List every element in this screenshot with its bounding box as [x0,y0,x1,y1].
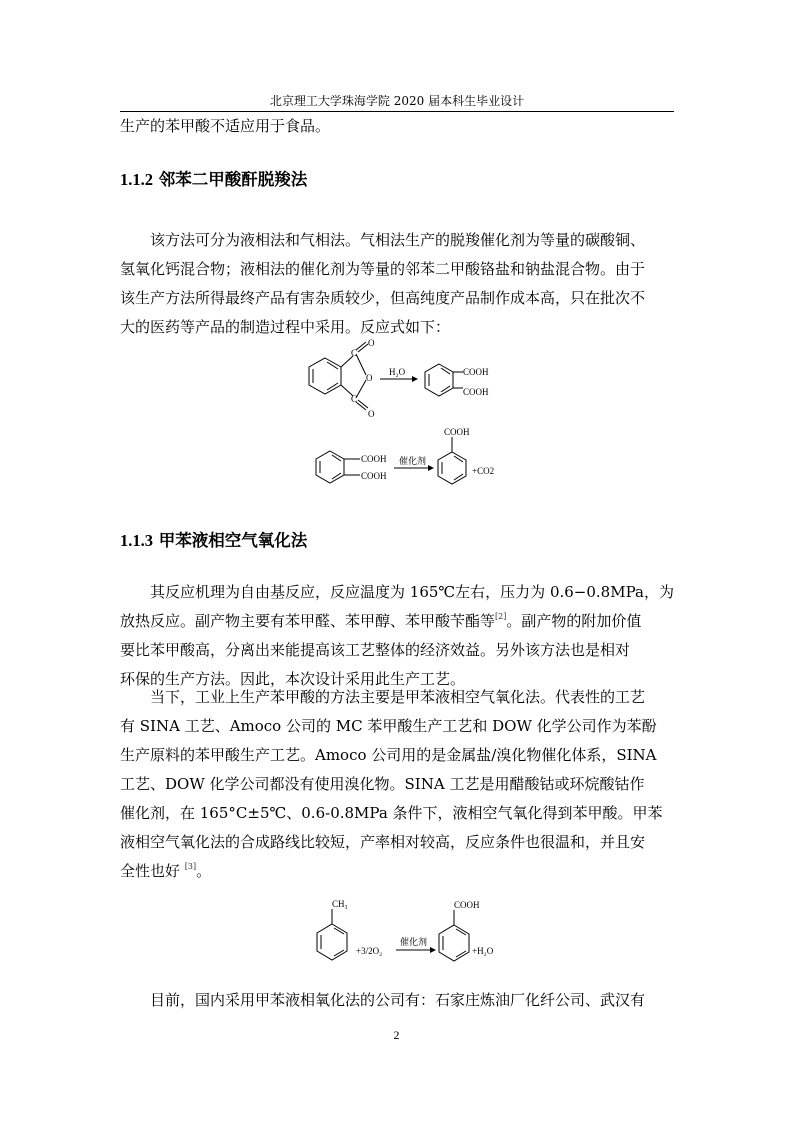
catalyst-label: 催化剂 [400,937,428,947]
reaction-scheme-oxidation [310,896,510,976]
byproduct-water: +H₂O [472,946,494,956]
anhydride-carbon-bottom: C [351,394,358,404]
reaction-arrow-icon [396,947,436,953]
paragraph-line: 环保的生产方法。因此，本次设计采用此生产工艺。 [120,670,466,688]
paragraph-line: 催化剂，在 165°C±5℃、0.6-0.8MPa 条件下，液相空气氧化得到苯甲酸。甲苯 [120,804,663,822]
section-number: 1.1.3 [120,531,153,550]
page-number: 2 [393,1028,400,1042]
paragraph-line: 该方法可分为液相法和气相法。气相法生产的脱羧催化剂为等量的碳酸铜、 [150,231,646,249]
anhydride-oxygen-top: O [368,338,375,348]
line-text: 放热反应。副产物主要有苯甲醛、苯甲醇、苯甲酸苄酯等 [120,612,496,630]
benzene-ring-icon [438,437,466,484]
paragraph-line: 其反应机理为自由基反应，反应温度为 165℃左右，压力为 0.6−0.8MPa，为 [150,583,674,601]
section-heading-1-1-3 [120,530,307,552]
benzene-ring-icon [439,910,469,961]
intro-line: 生产的苯甲酸不适应用于食品。 [120,117,331,135]
paragraph-line: 当下，工业上生产苯甲酸的方法主要是甲苯液相空气氧化法。代表性的工艺 [150,688,646,706]
paragraph-line [120,857,674,886]
product-carboxyl: COOH [454,900,480,910]
benzene-ring-icon [309,358,341,394]
benzene-ring-icon [316,451,360,483]
anhydride-ring-oxygen: O [366,373,373,383]
section-heading-1-1-2 [120,169,307,191]
paragraph-1-1-2 [120,226,674,342]
paragraph-mechanism [120,578,674,694]
reaction-scheme-decarboxylation [306,424,516,494]
paragraph-line: 工艺、DOW 化学公司都没有使用溴化物。SINA 工艺是用醋酸钴或环烷酸钴作 [120,775,645,793]
reagent-water: H₂O [389,367,406,377]
section-title: 甲苯液相空气氧化法 [158,531,308,550]
section-title: 邻苯二甲酸酐脱羧法 [158,170,308,189]
reactant-carboxyl-top: COOH [361,454,387,464]
paragraph-line: 生产原料的苯甲酸生产工艺。Amoco 公司用的是金属盐/溴化物催化体系，SINA [120,746,657,764]
product-carboxyl-top: COOH [463,367,489,377]
anhydride-carbon-top: C [351,348,358,358]
line-text: 。 [196,862,212,880]
running-header: 北京理工大学珠海学院 2020 届本科生毕业设计 [269,94,525,108]
anhydride-oxygen-bottom: O [368,409,375,419]
paragraph-processes [120,683,674,886]
citation-2[interactable]: [2] [495,612,507,621]
product-carboxyl: COOH [444,427,470,437]
catalyst-label: 催化剂 [399,456,427,466]
closing-line: 目前，国内采用甲苯液相氧化法的公司有：石家庄炼油厂化纤公司、武汉有 [150,991,646,1009]
citation-3[interactable]: [3] [184,862,197,871]
paragraph-line [120,607,674,636]
benzene-ring-icon [425,364,463,396]
line-text: 全性也好 [120,862,181,880]
paragraph-line: 氢氧化钙混合物；液相法的催化剂为等量的邻苯二甲酸铬盐和钠盐混合物。由于 [120,260,646,278]
byproduct-co2: +CO2 [472,466,495,476]
paragraph-line: 大的医药等产品的制造过程中采用。反应式如下： [120,318,451,336]
oxidant-label: +3/2O₂ [356,946,383,956]
reactant-carboxyl-bottom: COOH [361,471,387,481]
product-carboxyl-bottom: COOH [463,387,489,397]
line-text: 。副产物的附加价值 [506,612,642,630]
reactant-methyl: CH₃ [332,899,348,909]
paragraph-line: 该生产方法所得最终产品有害杂质较少，但高纯度产品制作成本高，只在批次不 [120,289,646,307]
paragraph-line: 有 SINA 工艺、Amoco 公司的 MC 苯甲酸生产工艺和 DOW 化学公司作为苯酚 [120,717,657,735]
benzene-ring-icon [317,909,347,960]
reaction-scheme-hydrolysis [300,338,510,428]
section-number: 1.1.2 [120,170,153,189]
paragraph-line: 要比苯甲酸高，分离出来能提高该工艺整体的经济效益。另外该方法也是相对 [120,641,631,659]
paragraph-line: 液相空气氧化法的合成路线比较短，产率相对较高，反应条件也很温和，并且安 [120,833,646,851]
